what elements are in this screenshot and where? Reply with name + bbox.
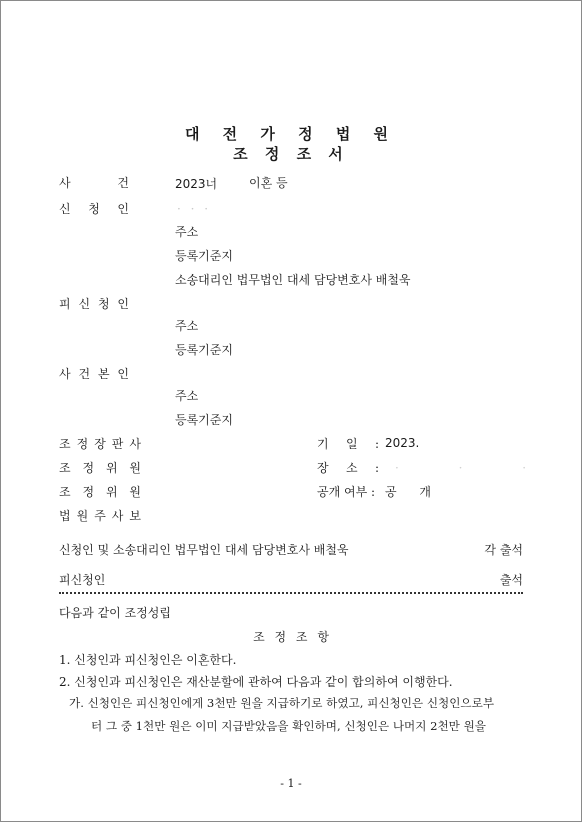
attendance-row-2-status: 출석	[499, 573, 523, 587]
clerk-label: 법 원 주 사 보	[59, 509, 141, 523]
attendance-row-1-status: 각 출석	[484, 543, 523, 557]
clause-2: 2. 신청인과 피신청인은 재산분할에 관하여 다음과 같이 합의하여 이행한다.	[59, 675, 453, 689]
clause-1: 1. 신청인과 피신청인은 이혼한다.	[59, 653, 237, 667]
redacted-name: · · ·	[177, 202, 212, 216]
applicant-label: 신 청 인	[59, 202, 129, 216]
chief-judge-label: 조 정 장 판 사	[59, 437, 141, 451]
principal-address-label: 주소	[175, 389, 199, 403]
respondent-registry-label: 등록기준지	[175, 343, 233, 357]
date-label: 기 일 :	[317, 437, 379, 451]
clause-2a-line-2: 터 그 중 1천만 원은 이미 지급받았음을 확인하며, 신청인은 나머지 2천만 원을	[91, 719, 486, 733]
page-number: - 1 -	[280, 777, 302, 790]
case-name: 이혼 등	[249, 176, 288, 190]
applicant-address-label: 주소	[175, 225, 199, 239]
applicant-registry-label: 등록기준지	[175, 249, 233, 263]
place-label: 장 소 :	[317, 461, 379, 475]
clause-2a-line-1: 가. 신청인은 피신청인에게 3천만 원을 지급하기로 하였고, 피신청인은 신청인으로부	[69, 696, 495, 710]
applicant-attorney: 소송대리인 법무법인 대세 담당변호사 배철욱	[175, 273, 411, 287]
date-value: 2023.	[385, 436, 420, 450]
case-number: 2023너	[175, 177, 218, 191]
attendance-row-1-party: 신청인 및 소송대리인 법무법인 대세 담당변호사 배철욱	[59, 543, 349, 557]
respondent-address-label: 주소	[175, 319, 199, 333]
attendance-row-2-party: 피신청인	[59, 573, 106, 587]
document-title: 조 정 조 서	[233, 145, 349, 163]
mediator-label-2: 조 정 위 원	[59, 485, 141, 499]
case-label: 사 건	[59, 176, 129, 190]
public-label: 공개 여부 :	[317, 485, 376, 499]
mediator-label-1: 조 정 위 원	[59, 461, 141, 475]
settlement-intro: 다음과 같이 조정성립	[59, 606, 171, 620]
principal-registry-label: 등록기준지	[175, 413, 233, 427]
dotted-divider	[59, 592, 523, 594]
court-name: 대 전 가 정 법 원	[184, 125, 398, 143]
public-value: 공 개	[385, 485, 431, 499]
section-title: 조 정 조 항	[253, 630, 329, 644]
principal-label: 사 건 본 인	[59, 367, 129, 381]
respondent-label: 피 신 청 인	[59, 297, 129, 311]
redacted-place: · · ·	[395, 461, 555, 475]
